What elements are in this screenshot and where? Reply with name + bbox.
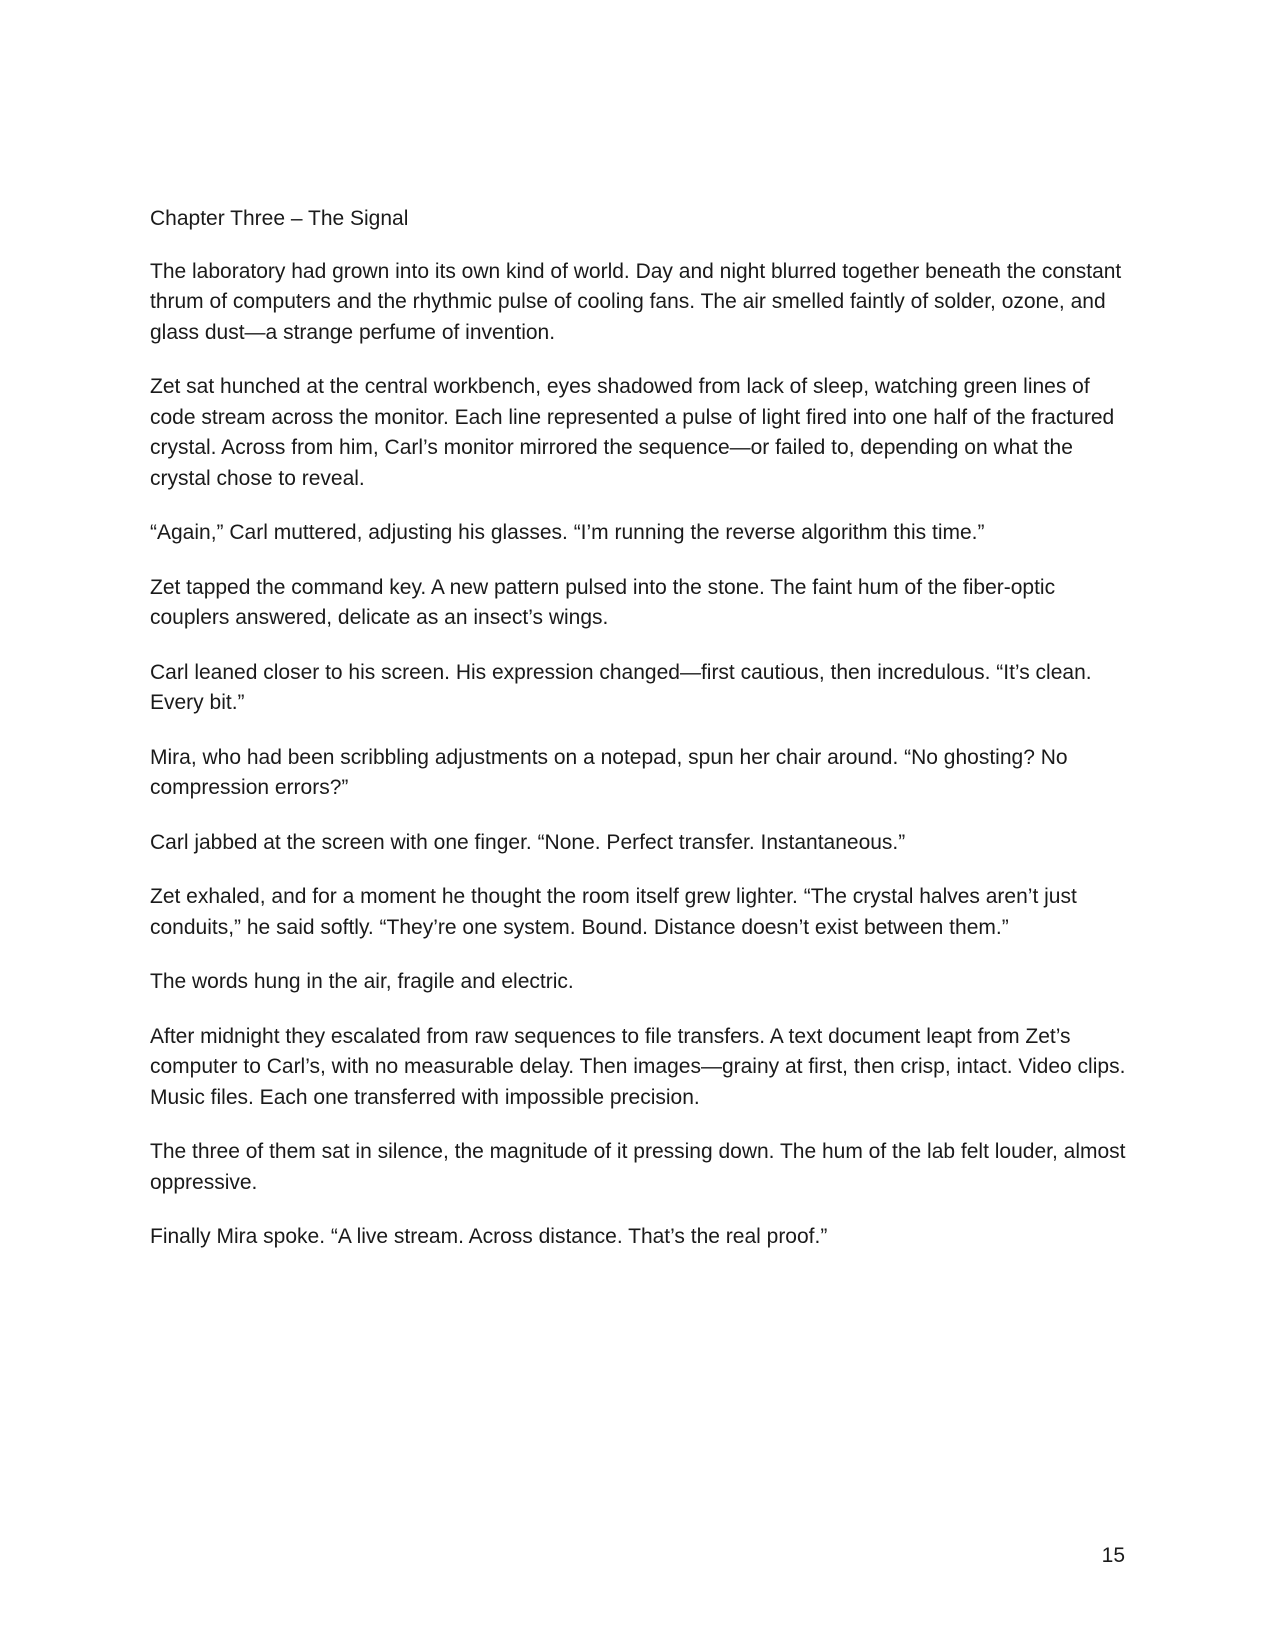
paragraph-9: The words hung in the air, fragile and electric. — [150, 970, 574, 993]
paragraph-1: The laboratory had grown into its own kind of world. Day and night blurred together beneath the constant thrum of computers and the rhythmic pulse of cooling fans. The air smelled faintly of solder, ozone, and glass dust—a strange perfume of invention. — [150, 259, 1122, 344]
body-text — [150, 204, 1130, 1277]
page-number: 15 — [1101, 1544, 1125, 1567]
paragraph-5: Carl leaned closer to his screen. His expression changed—first cautious, then incredulous. “It’s clean. Every bit.” — [150, 660, 1092, 714]
paragraph-4: Zet tapped the command key. A new pattern pulsed into the stone. The faint hum of the fiber-optic couplers answered, delicate as an insect’s wings. — [150, 575, 1056, 629]
paragraph-11: The three of them sat in silence, the magnitude of it pressing down. The hum of the lab felt louder, almost oppressive. — [150, 1140, 1126, 1194]
paragraph-8: Zet exhaled, and for a moment he thought the room itself grew lighter. “The crystal halves aren’t just conduits,” he said softly. “They’re one system. Bound. Distance doesn’t exist between them.” — [150, 885, 1077, 939]
paragraph-2: Zet sat hunched at the central workbench, eyes shadowed from lack of sleep, watching green lines of code stream across the monitor. Each line represented a pulse of light fired into one half of the fractured crystal. Across from him, Carl’s monitor mirrored the sequence—or failed to, depending on what the crystal chose to reveal. — [150, 375, 1115, 490]
chapter-title: Chapter Three – The Signal — [150, 207, 409, 230]
paragraph-3: “Again,” Carl muttered, adjusting his glasses. “I’m running the reverse algorithm this time.” — [150, 521, 985, 544]
paragraph-12: Finally Mira spoke. “A live stream. Across distance. That’s the real proof.” — [150, 1225, 828, 1248]
paragraph-10: After midnight they escalated from raw sequences to file transfers. A text document leapt from Zet’s computer to Carl’s, with no measurable delay. Then images—grainy at first, then crisp, intact. Video clips. Music files. Each one transferred with impossible precision. — [150, 1024, 1126, 1109]
paragraph-6: Mira, who had been scribbling adjustments on a notepad, spun her chair around. “No ghosting? No compression errors?” — [150, 745, 1068, 799]
paragraph-7: Carl jabbed at the screen with one finger. “None. Perfect transfer. Instantaneous.” — [150, 830, 906, 854]
